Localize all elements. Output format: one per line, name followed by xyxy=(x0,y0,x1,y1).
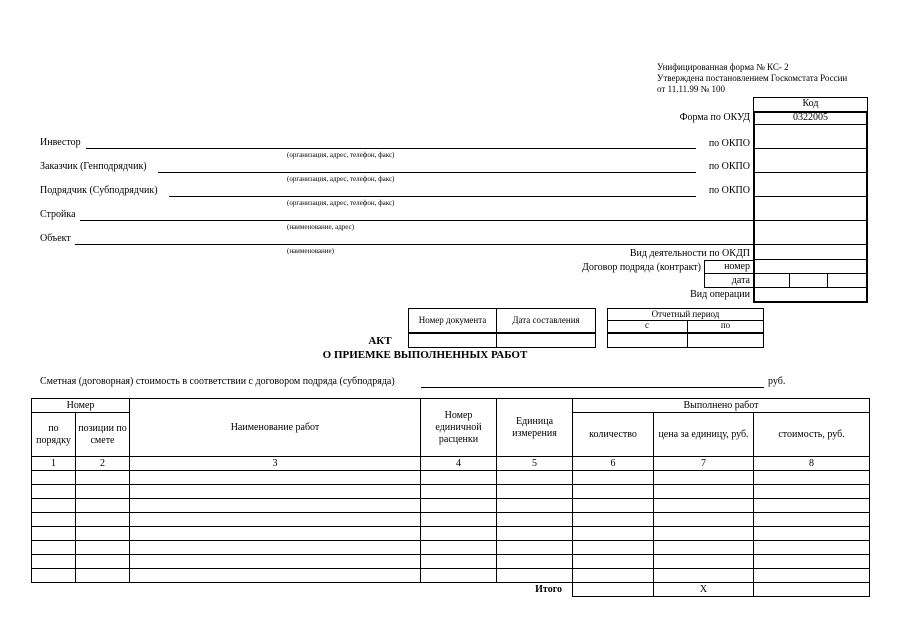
period-label: Отчетный период xyxy=(651,309,720,319)
table-row[interactable] xyxy=(32,513,870,527)
investor-hint: (организация, адрес, телефон, факс) xyxy=(287,151,395,159)
order-number-header: по порядку xyxy=(32,413,76,457)
code-box xyxy=(753,111,868,303)
total-price-mark: Х xyxy=(654,583,754,597)
done-group-header: Выполнено работ xyxy=(573,399,870,413)
document-date-label: Дата составления xyxy=(512,315,580,325)
total-cost[interactable] xyxy=(754,583,870,597)
table-row[interactable] xyxy=(32,541,870,555)
table-row[interactable] xyxy=(32,527,870,541)
contractor-field[interactable] xyxy=(169,196,696,197)
contractor-label: Подрядчик (Субподрядчик) xyxy=(40,185,158,196)
unit-header: Единица измерения xyxy=(497,399,573,457)
table-row[interactable] xyxy=(32,555,870,569)
customer-label: Заказчик (Генподрядчик) xyxy=(40,161,147,172)
total-quantity[interactable] xyxy=(573,583,654,597)
object-label: Объект xyxy=(40,233,71,244)
column-number: 7 xyxy=(654,457,754,471)
construction-field[interactable] xyxy=(80,220,753,221)
document-number-label: Номер документа xyxy=(418,315,487,325)
table-row[interactable] xyxy=(32,569,870,583)
estimated-cost-unit: руб. xyxy=(768,376,786,387)
okpo-label-investor: по ОКПО xyxy=(708,138,750,149)
okpo-label-contractor: по ОКПО xyxy=(708,185,750,196)
column-number: 8 xyxy=(754,457,870,471)
column-number: 5 xyxy=(497,457,573,471)
column-number: 4 xyxy=(421,457,497,471)
rate-number-header: Номер единичной расценки xyxy=(421,399,497,457)
operation-label: Вид операции xyxy=(690,289,750,300)
number-group-header: Номер xyxy=(32,399,130,413)
estimated-cost-field[interactable] xyxy=(421,387,764,388)
unit-price-header: цена за единицу, руб. xyxy=(654,413,754,457)
form-header-note xyxy=(657,62,847,95)
okdp-label: Вид деятельности по ОКДП xyxy=(629,248,750,259)
total-row xyxy=(32,583,870,597)
act-title: АКТ xyxy=(368,335,392,347)
contractor-hint: (организация, адрес, телефон, факс) xyxy=(287,199,395,207)
customer-field[interactable] xyxy=(158,172,696,173)
period-to-label: по xyxy=(720,320,731,330)
object-hint: (наименование) xyxy=(287,247,334,255)
quantity-header: количество xyxy=(573,413,654,457)
table-row[interactable] xyxy=(32,499,870,513)
code-title: Код xyxy=(753,97,868,111)
work-name-header: Наименование работ xyxy=(130,399,421,457)
works-table xyxy=(31,398,870,597)
column-number: 2 xyxy=(76,457,130,471)
construction-label: Стройка xyxy=(40,209,76,220)
table-row[interactable] xyxy=(32,471,870,485)
column-number-row xyxy=(32,457,870,471)
okud-label: Форма по ОКУД xyxy=(679,112,750,123)
approval-line: Утверждена постановлением Госкомстата России xyxy=(657,73,848,83)
okud-code: 0322005 xyxy=(793,112,828,123)
estimate-position-header: позиции по смете xyxy=(76,413,130,457)
column-number: 6 xyxy=(573,457,654,471)
contract-number-label: номер xyxy=(724,261,750,272)
okpo-label-customer: по ОКПО xyxy=(708,161,750,172)
table-row[interactable] xyxy=(32,485,870,499)
customer-hint: (организация, адрес, телефон, факс) xyxy=(287,175,395,183)
act-subtitle: О ПРИЕМКЕ ВЫПОЛНЕННЫХ РАБОТ xyxy=(322,349,528,361)
investor-label: Инвестор xyxy=(40,137,81,148)
contract-label: Договор подряда (контракт) xyxy=(582,262,701,273)
column-number: 1 xyxy=(32,457,76,471)
object-field[interactable] xyxy=(75,244,753,245)
estimated-cost-label: Сметная (договорная) стоимость в соответствии с договором подряда (субподряда) xyxy=(40,376,395,387)
period-from-label: с xyxy=(645,320,649,330)
column-number: 3 xyxy=(130,457,421,471)
form-number-line: Унифицированная форма № КС- 2 xyxy=(657,62,789,72)
construction-hint: (наименование, адрес) xyxy=(287,223,355,231)
cost-header: стоимость, руб. xyxy=(754,413,870,457)
approval-date-line: от 11.11.99 № 100 xyxy=(657,84,725,94)
contract-date-label: дата xyxy=(731,275,750,286)
investor-field[interactable] xyxy=(86,148,696,149)
total-label: Итого xyxy=(535,583,562,595)
